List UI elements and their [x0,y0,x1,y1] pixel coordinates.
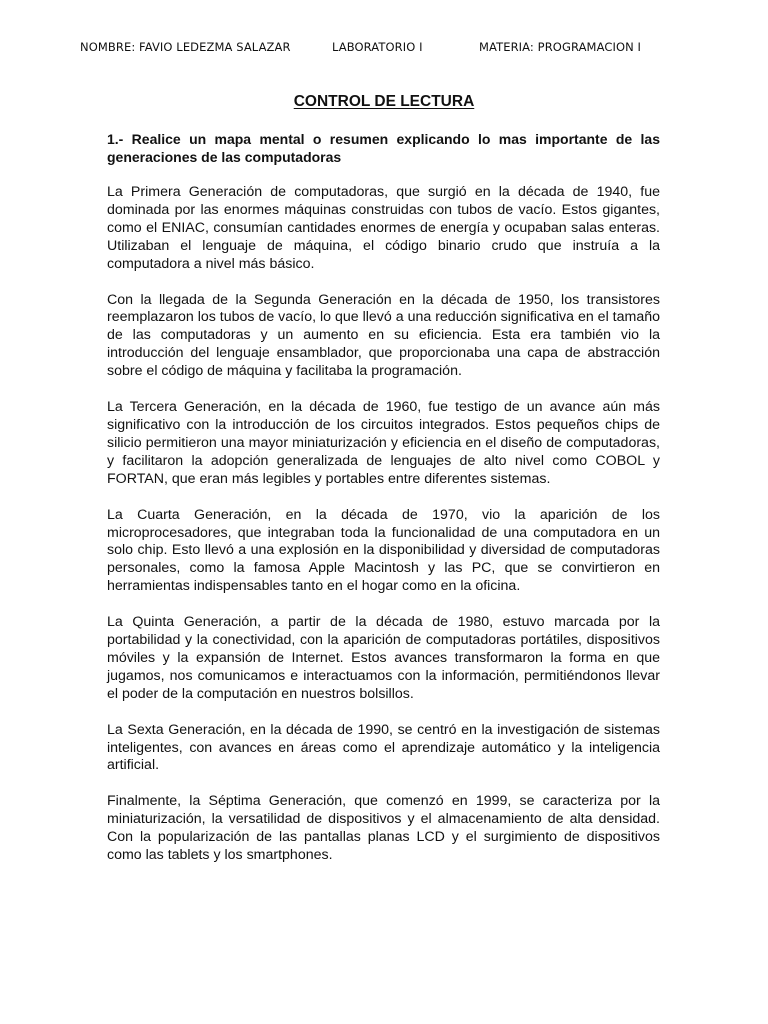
paragraph-second-generation: Con la llegada de la Segunda Generación en la década de 1950, los transistores reemplazaron los tubos de vacío, lo que llevó a una reducción significativa en el tamaño de las computadoras y un aumento en su eficiencia. Esta era también vio la introducción del lenguaje ensamblador, que proporcionaba una capa de abstracción sobre el código de máquina y facilitaba la programación. [107,291,660,380]
paragraph-fifth-generation: La Quinta Generación, a partir de la década de 1980, estuvo marcada por la portabilidad y la conectividad, con la aparición de computadoras portátiles, dispositivos móviles y la expansión de Internet. Estos avances transformaron la forma en que jugamos, nos comunicamos e interactuamos con la información, permitiéndonos llevar el poder de la computación en nuestros bolsillos. [107,614,660,702]
paragraph-first-generation: La Primera Generación de computadoras, que surgió en la década de 1940, fue dominada por las enormes máquinas construidas con tubos de vacío. Estos gigantes, como el ENIAC, consumían cantidades enormes de energía y ocupaban salas enteras. Utilizaban el lenguaje de máquina, el código binario crudo que instruía a la computadora a nivel más básico. [107,184,660,272]
paragraph-sixth-generation: La Sexta Generación, en la década de 1990, se centró en la investigación de sistemas inteligentes, con avances en áreas como el aprendizaje automático y la inteligencia artificial. [107,721,660,774]
subject-label: MATERIA: PROGRAMACION I [479,40,642,54]
document-body [107,130,660,883]
document-title: CONTROL DE LECTURA [293,93,475,110]
paragraph-fourth-generation: La Cuarta Generación, en la década de 1970, vio la aparición de los microprocesadores, que integraban toda la funcionalidad de una computadora en un solo chip. Esto llevó a una explosión en la disponibilidad y diversidad de computadoras personales, como la famosa Apple Macintosh y las PC, que se convirtieron en herramientas indispensables tanto en el hogar como en la oficina. [107,506,660,595]
paragraph-seventh-generation: Finalmente, la Séptima Generación, que comenzó en 1999, se caracteriza por la miniaturización, la versatilidad de dispositivos y el almacenamiento de alta densidad. Con la popularización de las pantallas planas LCD y el surgimiento de dispositivos como las tablets y los smartphones. [107,793,660,864]
lab-label: LABORATORIO I [332,40,423,54]
student-name: NOMBRE: FAVIO LEDEZMA SALAZAR [80,40,291,54]
document-header [0,40,768,58]
paragraph-third-generation: La Tercera Generación, en la década de 1960, fue testigo de un avance aún más significativo con la introducción de los circuitos integrados. Estos pequeños chips de silicio permitieron una mayor miniaturización y eficiencia en el diseño de computadoras, y facilitaron la adopción generalizada de lenguajes de alto nivel como COBOL y FORTAN, que eran más legibles y portables entre diferentes sistemas. [107,399,660,487]
question-heading: 1.- Realice un mapa mental o resumen explicando lo mas importante de las generaciones de las computadoras [107,131,660,165]
